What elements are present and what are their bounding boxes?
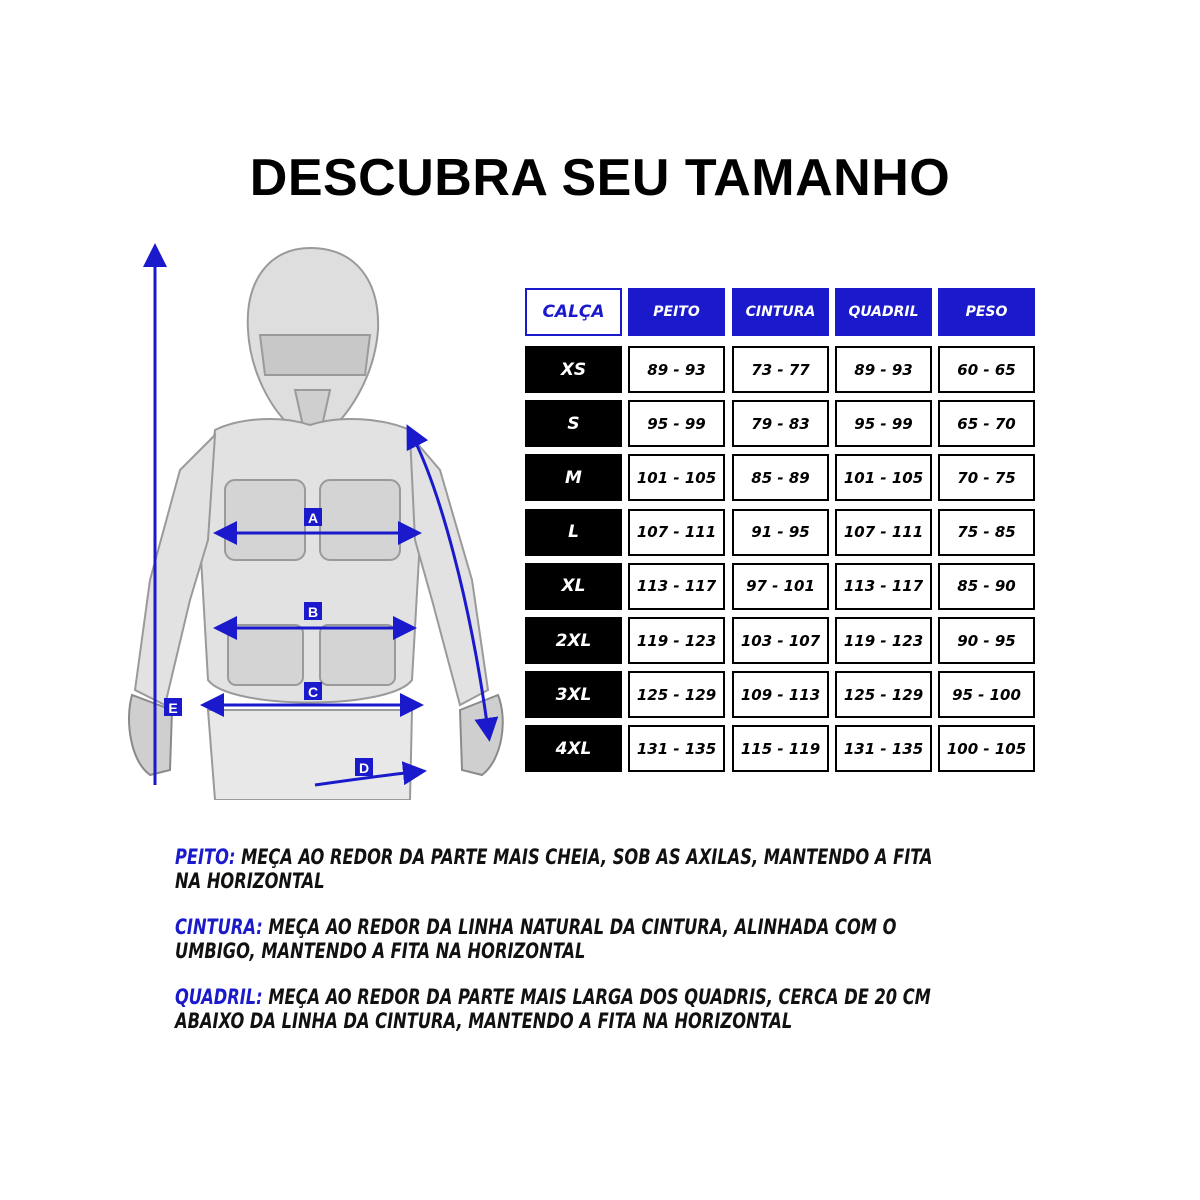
table-value-cell: 119 - 123 [835, 617, 932, 664]
table-value-cell: 131 - 135 [835, 725, 932, 772]
table-value-cell: 100 - 105 [938, 725, 1035, 772]
table-header-cell: PEITO [628, 288, 725, 336]
size-label-cell: 3XL [525, 671, 622, 718]
rider-illustration [120, 240, 520, 800]
table-value-cell: 103 - 107 [732, 617, 829, 664]
table-value-cell: 85 - 89 [732, 454, 829, 501]
table-value-cell: 109 - 113 [732, 671, 829, 718]
size-label-cell: L [525, 509, 622, 556]
table-value-cell: 95 - 99 [628, 400, 725, 447]
marker-a [304, 508, 322, 526]
marker-c [304, 682, 322, 700]
table-value-cell: 90 - 95 [938, 617, 1035, 664]
note-peito: PEITO: MEÇA AO REDOR DA PARTE MAIS CHEIA, SOB AS AXILAS, MANTENDO A FITA NA HORIZONTAL [175, 845, 933, 893]
size-label-cell: XS [525, 346, 622, 393]
table-value-cell: 89 - 93 [628, 346, 725, 393]
table-value-cell: 60 - 65 [938, 346, 1035, 393]
svg-text:D: D [358, 760, 370, 776]
table-value-cell: 107 - 111 [628, 509, 725, 556]
table-value-cell: 115 - 119 [732, 725, 829, 772]
table-header-cell: CALÇA [525, 288, 622, 336]
svg-text:E: E [168, 700, 178, 716]
table-value-cell: 95 - 99 [835, 400, 932, 447]
note-quadril: QUADRIL: MEÇA AO REDOR DA PARTE MAIS LARGA DOS QUADRIS, CERCA DE 20 CM ABAIXO DA LINHA DA CINTURA, MANTENDO A FITA NA HORIZONTAL [175, 985, 931, 1033]
size-table [525, 288, 1045, 778]
table-value-cell: 97 - 101 [732, 563, 829, 610]
size-label-cell: 2XL [525, 617, 622, 664]
table-value-cell: 65 - 70 [938, 400, 1035, 447]
helmet-shape [248, 248, 378, 435]
table-value-cell: 113 - 117 [628, 563, 725, 610]
svg-text:C: C [307, 684, 319, 700]
table-value-cell: 113 - 117 [835, 563, 932, 610]
table-value-cell: 73 - 77 [732, 346, 829, 393]
table-value-cell: 89 - 93 [835, 346, 932, 393]
size-label-cell: S [525, 400, 622, 447]
marker-e [164, 698, 182, 716]
table-value-cell: 131 - 135 [628, 725, 725, 772]
size-label-cell: 4XL [525, 725, 622, 772]
table-header-cell: CINTURA [732, 288, 829, 336]
table-value-cell: 70 - 75 [938, 454, 1035, 501]
size-label-cell: M [525, 454, 622, 501]
svg-text:A: A [307, 510, 319, 526]
svg-text:B: B [307, 604, 319, 620]
marker-d [355, 758, 373, 776]
table-value-cell: 119 - 123 [628, 617, 725, 664]
marker-b [304, 602, 322, 620]
table-header-cell: QUADRIL [835, 288, 932, 336]
table-value-cell: 79 - 83 [732, 400, 829, 447]
table-value-cell: 75 - 85 [938, 509, 1035, 556]
measurement-notes [175, 845, 1075, 1055]
table-value-cell: 95 - 100 [938, 671, 1035, 718]
table-value-cell: 125 - 129 [835, 671, 932, 718]
table-value-cell: 101 - 105 [628, 454, 725, 501]
size-label-cell: XL [525, 563, 622, 610]
table-header-cell: PESO [938, 288, 1035, 336]
table-value-cell: 91 - 95 [732, 509, 829, 556]
page-title: DESCUBRA SEU TAMANHO [249, 149, 951, 207]
note-cintura: CINTURA: MEÇA AO REDOR DA LINHA NATURAL DA CINTURA, ALINHADA COM O UMBIGO, MANTENDO A FITA NA HORIZONTAL [175, 915, 897, 963]
table-value-cell: 85 - 90 [938, 563, 1035, 610]
table-value-cell: 107 - 111 [835, 509, 932, 556]
table-value-cell: 101 - 105 [835, 454, 932, 501]
table-value-cell: 125 - 129 [628, 671, 725, 718]
